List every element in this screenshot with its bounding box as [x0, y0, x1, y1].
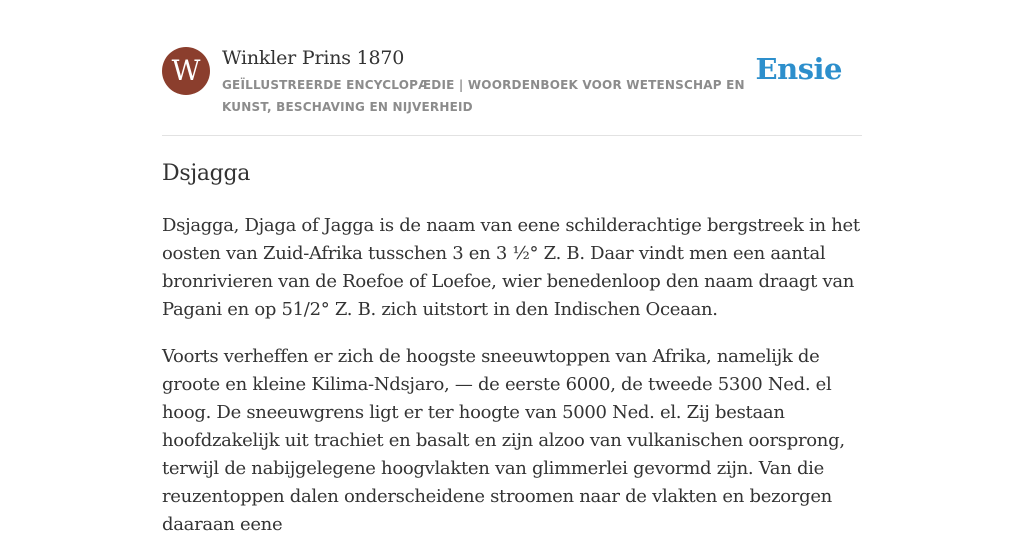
- article-title: Dsjagga: [162, 161, 251, 186]
- article-paragraph: Voorts verheffen er zich de hoogste sneeuwtoppen van Afrika, namelijk de groote en kleine Kilima-Ndsjaro, — de eerste 6000, de tweede 5300 Ned. el hoog. De sneeuwgrens ligt er ter hoogte van 5000 Ned. el. Zij bestaan hoofdzakelijk uit trachiet en basalt en zijn alzoo van vulkanischen oorsprong, terwijl de nabijgelegene hoogvlakten van glimmerlei gevormd zijn. Van die reuzentoppen dalen onderscheidene stroomen naar de vlakten en bezorgen daaraan eene: [162, 346, 845, 535]
- ensie-logo[interactable]: Ensie: [755, 52, 842, 86]
- avatar-letter: W: [171, 54, 201, 87]
- source-subtitle: GEÏLLUSTREERDE ENCYCLOPÆDIE | WOORDENBOEK VOOR WETENSCHAP EN KUNST, BESCHAVING EN NIJVERHEID: [222, 78, 745, 114]
- article-paragraph: Dsjagga, Djaga of Jagga is de naam van eene schilderachtige bergstreek in het oosten van Zuid-Afrika tusschen 3 en 3 ½° Z. B. Daar vindt men een aantal bronrivieren van de Roefoe of Loefoe, wier benedenloop den naam draagt van Pagani en op 51/2° Z. B. zich uitstort in den Indischen Oceaan.: [162, 215, 860, 320]
- source-title-link[interactable]: Winkler Prins 1870: [222, 47, 405, 69]
- source-avatar[interactable]: [162, 47, 210, 95]
- content-container: [162, 0, 862, 558]
- source-info: [222, 44, 762, 118]
- source-header: [162, 0, 862, 136]
- article-body: [162, 212, 862, 539]
